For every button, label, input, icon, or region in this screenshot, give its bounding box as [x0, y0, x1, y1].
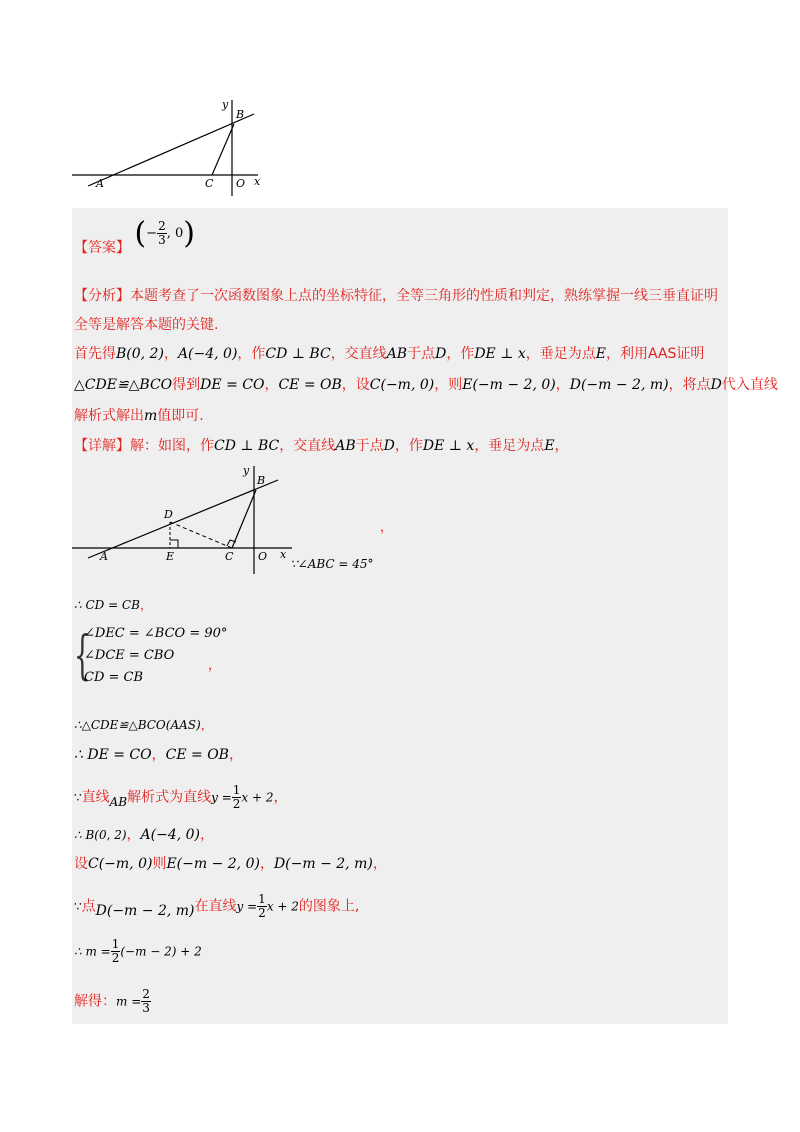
- text-steps-s7-red2: 在直线: [194, 898, 237, 915]
- step-9: [74, 988, 151, 1015]
- detail-line-1: [74, 435, 569, 455]
- fig1-x-label: x: [254, 175, 261, 188]
- text-analysis-line5-parts-0: 解析式解出: [74, 408, 144, 424]
- text-steps-s1-tail: ，: [139, 598, 152, 612]
- text-steps-s6-sep: ，: [259, 856, 274, 872]
- text-detail-line1-parts-10: ，: [554, 438, 569, 454]
- text-analysis-line4-parts-10: D(−m − 2, m): [569, 377, 669, 393]
- text-analysis-line4-parts-2: DE = CO: [200, 377, 265, 393]
- text-steps-brace-0: ∠DEC = ∠BCO = 90°: [84, 626, 228, 641]
- brace-comma: ，: [208, 658, 222, 673]
- step-2: [74, 716, 213, 733]
- text-steps-s7-pre: ∵: [74, 899, 82, 914]
- page: y B A C O x 【答案】 (− $\frac{2}{3}$ , 0) 【分析】本题考查了一次函数图象上点的坐标特征，全等三角形的性质和判定，熟练掌握一线三垂直证明 全等是解答本题的关键. 首先得B(0, 2)，A(−4, 0)，作CD ⊥ BC，交直线AB于点D，作DE ⊥ x，垂足为点E，利用AAS证明 △CDE≌△BCO得到DE = CO，CE = OB，设C(−m, 0)，则E(−m − 2, 0)，D(−m − 2, m)，将点D代入直线 解析式解出m值即可. 【详解】解：如图，作CD ⊥ BC，交直线AB于点D，作DE ⊥ x，垂足为点E， y B D A E C O x ， ∵∠ABC = 45° ∴ CD = CB， { ∠DEC = ∠BCO = 90° ∠DCE = CBO CD = CB ， ∴△CDE≌△BCO(AAS)， ∴ DE = CO，CE = OB， ∵直线AB解析式为直线y = $\frac{1}{2}$ x + 2， ∴ B(0, 2)，A(−4, 0)， 设C(−m, 0)则E(−m − 2, 0)，D(−m − 2, m)， ∵点D(−m − 2, m)在直线y = $\frac{1}{2}$ x + 2的图象上, ∴ m = $\frac{1}{2}$ (−m − 2) + 2 解得：m = $\frac{2}{3}$: [0, 0, 800, 1132]
- text-analysis-line4-parts-4: CE = OB: [278, 377, 342, 393]
- text-steps-s4-den: 2: [232, 797, 241, 811]
- text-analysis-line3-parts-6: ，交直线: [330, 346, 387, 362]
- text-analysis-line3-parts-7: AB: [386, 346, 408, 362]
- text-steps-s4-pre: ∵: [74, 790, 82, 805]
- text-detail-line1-parts-3: AB: [335, 438, 356, 454]
- text-detail-line1-parts-8: ，垂足为点: [474, 438, 545, 454]
- text-analysis-line3-parts-10: ，作: [446, 346, 475, 362]
- text-analysis-line3-parts-12: ，垂足为点: [525, 346, 596, 362]
- text-detail-line1-parts-4: 于点: [355, 438, 384, 454]
- analysis-line-4: [74, 374, 778, 394]
- text-steps-s7-d: D(−m − 2, m): [95, 902, 195, 919]
- fig2-c-label: C: [225, 550, 234, 563]
- text-analysis-line3-parts-2: ，: [163, 346, 178, 362]
- text-steps-s6-tail: ，: [372, 856, 387, 872]
- analysis-line-2: [74, 314, 218, 334]
- text-analysis-line4-parts-8: E(−m − 2, 0): [462, 377, 556, 393]
- text-analysis-line5-parts-2: 值即可.: [157, 408, 204, 424]
- fig1-o-label: O: [236, 177, 246, 190]
- text-steps-s7-den: 2: [258, 906, 266, 920]
- text-analysis-line3-parts-13: E: [595, 346, 606, 362]
- text-analysis-line3-parts-5: CD ⊥ BC: [265, 346, 331, 362]
- text-steps-s8-num: 1: [111, 937, 120, 951]
- text-analysis-line4-parts-0: △CDE≌△BCO: [74, 377, 173, 393]
- text-steps-s3b: CE = OB: [165, 747, 229, 763]
- text-analysis-line4-parts-5: ，设: [341, 377, 370, 393]
- step-6: [74, 853, 387, 873]
- text-steps-s4-eq-lhs: y =: [211, 790, 232, 805]
- text-steps-s7-red3: 的图象上,: [298, 898, 360, 915]
- text-analysis-line1: 本题考查了一次函数图象上点的坐标特征，全等三角形的性质和判定，熟练掌握一线三垂直证明: [130, 288, 718, 304]
- text-steps-s8-den: 2: [111, 951, 120, 965]
- text-detail-line1-parts-7: DE ⊥ x: [422, 438, 475, 454]
- text-steps-s4-ab: AB: [109, 794, 128, 809]
- text-analysis-line4-parts-9: ，: [555, 377, 570, 393]
- step-3: [74, 744, 243, 764]
- fig2-x-label: x: [280, 548, 287, 561]
- text-detail-line1-parts-6: ，作: [394, 438, 423, 454]
- text-answer-value-num: 2: [158, 219, 166, 233]
- angle-given: ∵∠ABC = 45°: [290, 557, 374, 571]
- text-steps-s7-eq-rhs: x + 2: [266, 899, 299, 914]
- text-analysis-line3-parts-14: ，利用AAS证明: [605, 346, 705, 362]
- text-analysis-line4-parts-11: ，将点: [668, 377, 711, 393]
- text-steps-s5a: ∴ B(0, 2): [74, 828, 127, 842]
- text-steps-s9-den: 3: [142, 1001, 150, 1015]
- text-steps-s7-red1: 点: [81, 898, 96, 915]
- answer-tag: 【答案】: [74, 239, 130, 256]
- text-detail-line1-parts-9: E: [544, 438, 555, 454]
- text-analysis-line2: 全等是解答本题的关键.: [74, 317, 219, 333]
- text-steps-brace-1: ∠DCE = CBO: [84, 648, 175, 663]
- fig2-y-label: y: [243, 464, 250, 477]
- text-steps-s8-lhs: ∴ m =: [74, 944, 111, 959]
- text-steps-s7-eq-lhs: y =: [236, 899, 258, 914]
- detail-tag: 【详解】: [74, 438, 130, 454]
- text-analysis-line3-parts-3: A(−4, 0): [177, 346, 238, 362]
- text-steps-s7-num: 1: [258, 892, 266, 906]
- step-4: [74, 784, 288, 811]
- text-analysis-line4-parts-13: 代入直线: [721, 377, 778, 393]
- text-steps-s5-tail: ，: [200, 827, 215, 843]
- text-analysis-line4-parts-7: ，则: [434, 377, 463, 393]
- text-steps-s6-c: C(−m, 0): [88, 856, 153, 872]
- text-steps-s5-sep: ，: [126, 827, 141, 843]
- fig1-b-label: B: [236, 108, 245, 121]
- fig2-o-label: O: [258, 550, 268, 563]
- analysis-line-1: [74, 285, 718, 305]
- text-answer-value-prefix: −: [146, 226, 158, 241]
- text-analysis-line3-parts-8: 于点: [407, 346, 436, 362]
- text-steps-s1: ∴ CD = CB: [74, 598, 140, 612]
- text-answer-value-den: 3: [158, 233, 166, 247]
- fig2-a-label: A: [100, 550, 108, 563]
- step-1: [74, 596, 152, 613]
- text-analysis-line3-parts-4: ，作: [237, 346, 266, 362]
- text-analysis-line4-parts-3: ，: [264, 377, 279, 393]
- text-detail-line1-parts-0: 解：如图，作: [130, 438, 214, 454]
- fig2-d-label: D: [164, 508, 173, 521]
- text-steps-s4-red2: 解析式为直线: [127, 789, 212, 806]
- text-detail-line1-parts-2: ，交直线: [279, 438, 336, 454]
- step-7: [74, 893, 359, 920]
- text-steps-s2-tail: ，: [200, 718, 213, 732]
- answer-value: (− $\frac{2}{3}$ , 0): [134, 216, 195, 251]
- fig1-a-label: A: [96, 177, 104, 190]
- analysis-tag: 【分析】: [74, 288, 130, 304]
- text-steps-s4-num: 1: [232, 783, 241, 797]
- text-steps-s4-tail: ，: [273, 789, 288, 806]
- step-8: [74, 938, 202, 965]
- analysis-line-3: [74, 343, 704, 363]
- text-steps-brace-2: CD = CB: [84, 670, 144, 685]
- step-5: [74, 824, 214, 844]
- text-steps-s8-rhs: (−m − 2) + 2: [120, 944, 202, 959]
- fig2-e-label: E: [166, 550, 175, 563]
- text-steps-s9-lhs: m =: [116, 994, 142, 1009]
- text-analysis-line3-parts-11: DE ⊥ x: [474, 346, 526, 362]
- figure-1-graph: [70, 94, 280, 202]
- fig1-c-label: C: [205, 177, 214, 190]
- figure-2-comma: ，: [380, 520, 394, 535]
- fig2-b-label: B: [257, 474, 266, 487]
- text-analysis-line3-parts-0: 首先得: [74, 346, 116, 362]
- text-analysis-line5-parts-1: m: [144, 408, 158, 424]
- text-analysis-line3-parts-9: D: [435, 346, 447, 362]
- text-steps-s2: ∴△CDE≌△BCO(AAS): [74, 718, 201, 732]
- figure-2-graph: [70, 460, 300, 576]
- text-answer-value-suffix: , 0: [166, 226, 184, 241]
- text-detail-line1-parts-1: CD ⊥ BC: [214, 438, 280, 454]
- text-steps-s6-d: D(−m − 2, m): [273, 856, 373, 872]
- text-analysis-line4-parts-1: 得到: [172, 377, 201, 393]
- text-steps-s9-num: 2: [142, 987, 150, 1001]
- text-analysis-line3-parts-1: B(0, 2): [116, 346, 164, 362]
- answer-row: [74, 216, 195, 256]
- text-analysis-line4-parts-12: D: [710, 377, 722, 393]
- text-steps-s5b: A(−4, 0): [140, 827, 201, 843]
- text-steps-s4-eq-rhs: x + 2: [241, 790, 274, 805]
- text-detail-line1-parts-5: D: [383, 438, 395, 454]
- text-steps-s3-sep: ，: [151, 747, 166, 763]
- analysis-line-5: [74, 405, 204, 425]
- text-steps-s4-red1: 直线: [81, 789, 110, 806]
- text-steps-s6-e: E(−m − 2, 0): [166, 856, 260, 872]
- text-steps-s9-red: 解得：: [74, 993, 116, 1010]
- text-analysis-line4-parts-6: C(−m, 0): [369, 377, 435, 393]
- text-steps-s6-red1: 设: [74, 856, 88, 872]
- text-steps-s6-red2: 则: [152, 856, 167, 872]
- text-steps-s3-tail: ，: [228, 747, 243, 763]
- fig1-y-label: y: [222, 98, 229, 111]
- text-steps-s3a: ∴ DE = CO: [74, 747, 152, 763]
